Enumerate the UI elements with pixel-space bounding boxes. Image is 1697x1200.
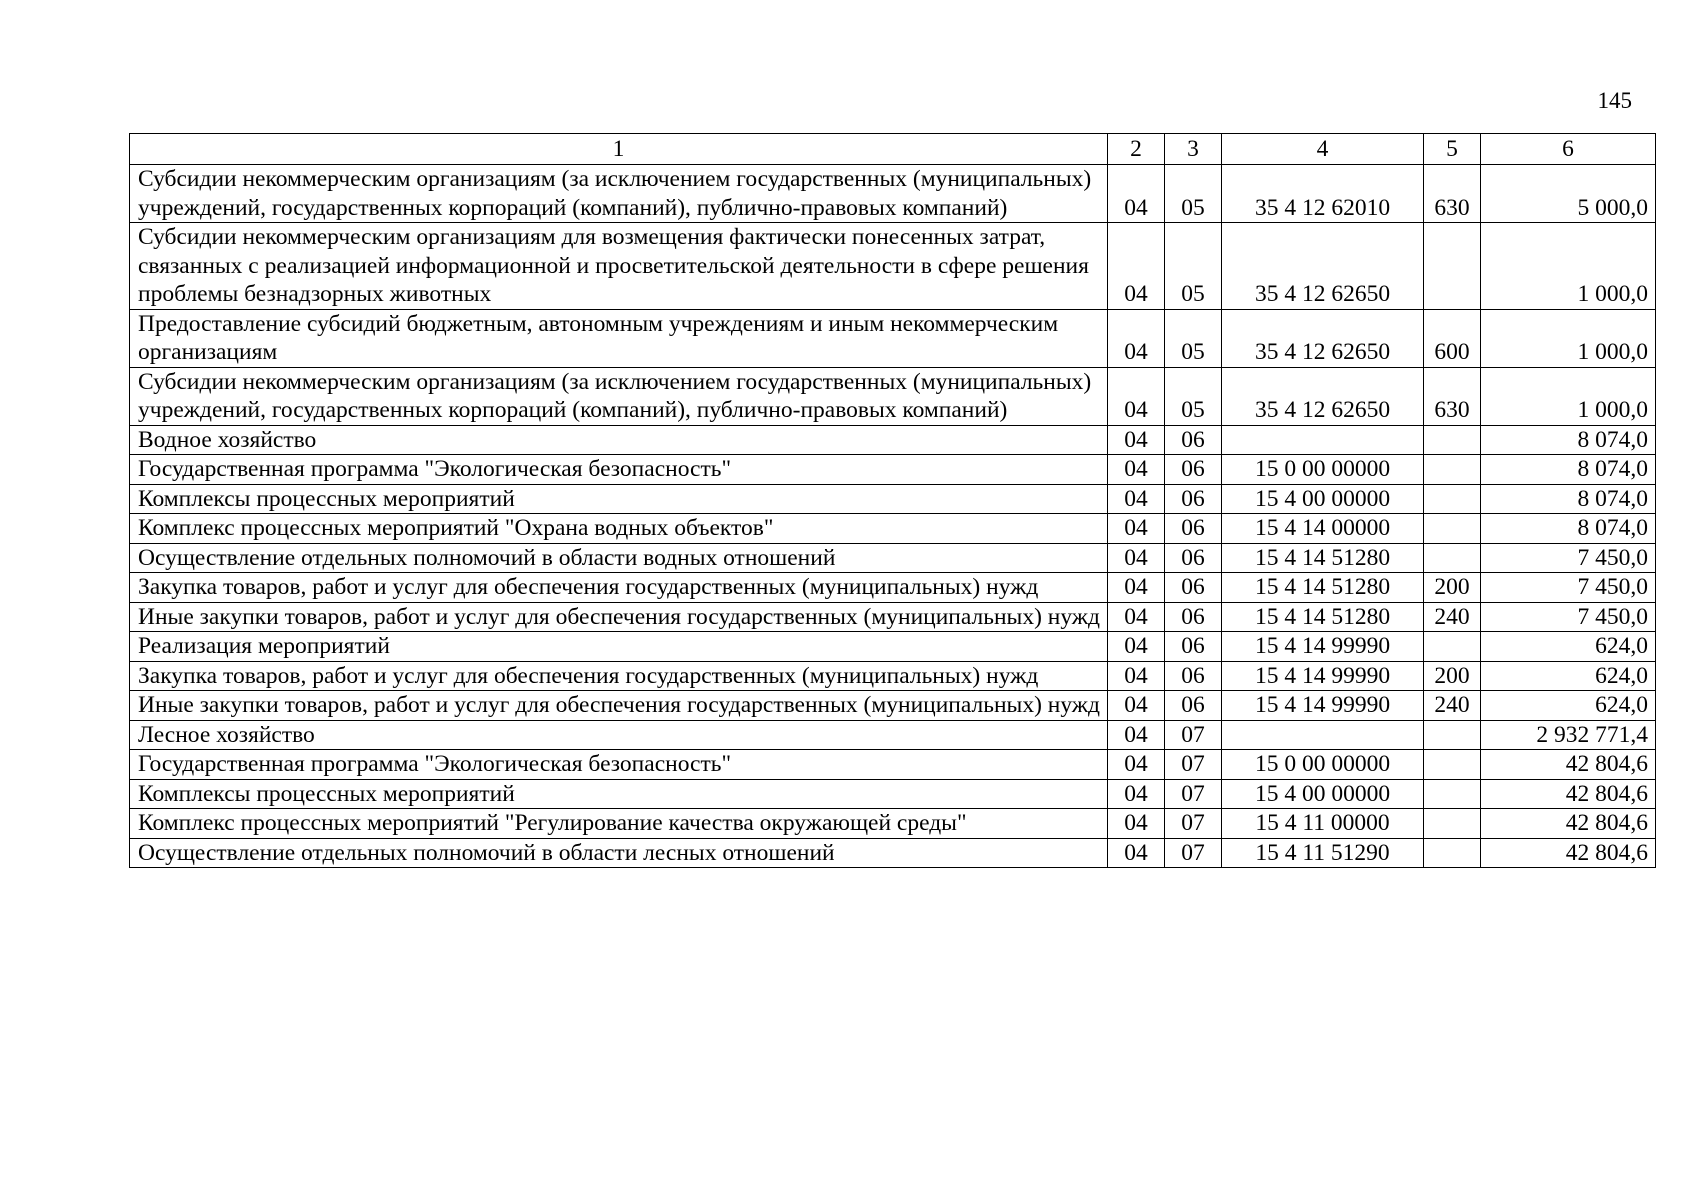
- row-subsection: 05: [1165, 223, 1222, 310]
- row-target-code: 35 4 12 62010: [1222, 165, 1424, 223]
- row-section: 04: [1108, 309, 1165, 367]
- table-row: [130, 367, 1656, 425]
- page-number: 145: [1597, 88, 1632, 113]
- row-name: Субсидии некоммерческим организациям для возмещения фактически понесенных затрат, связанных с реализацией информационной и просветительской деятельности в сфере решения проблемы безнадзорных животных: [130, 223, 1108, 310]
- row-expense-type: [1424, 425, 1481, 455]
- table-row: [130, 691, 1656, 721]
- row-section: 04: [1108, 165, 1165, 223]
- row-subsection: 07: [1165, 720, 1222, 750]
- row-amount: 8 074,0: [1481, 455, 1656, 485]
- row-subsection: 05: [1165, 367, 1222, 425]
- row-section: 04: [1108, 750, 1165, 780]
- table-row: [130, 779, 1656, 809]
- row-name: Комплекс процессных мероприятий "Регулирование качества окружающей среды": [130, 809, 1108, 839]
- row-name: Осуществление отдельных полномочий в области водных отношений: [130, 543, 1108, 573]
- row-amount: 7 450,0: [1481, 602, 1656, 632]
- row-amount: 42 804,6: [1481, 779, 1656, 809]
- row-name: Осуществление отдельных полномочий в области лесных отношений: [130, 838, 1108, 868]
- row-name: Комплекс процессных мероприятий "Охрана водных объектов": [130, 514, 1108, 544]
- row-section: 04: [1108, 632, 1165, 662]
- row-expense-type: 600: [1424, 309, 1481, 367]
- row-section: 04: [1108, 720, 1165, 750]
- row-amount: 7 450,0: [1481, 543, 1656, 573]
- row-expense-type: 200: [1424, 573, 1481, 603]
- row-expense-type: [1424, 455, 1481, 485]
- row-amount: 8 074,0: [1481, 484, 1656, 514]
- row-subsection: 06: [1165, 484, 1222, 514]
- row-expense-type: [1424, 223, 1481, 310]
- row-name: Комплексы процессных мероприятий: [130, 484, 1108, 514]
- row-target-code: 15 4 11 51290: [1222, 838, 1424, 868]
- table-row: [130, 573, 1656, 603]
- row-subsection: 05: [1165, 165, 1222, 223]
- row-subsection: 05: [1165, 309, 1222, 367]
- row-amount: 624,0: [1481, 691, 1656, 721]
- row-name: Иные закупки товаров, работ и услуг для обеспечения государственных (муниципальных) нужд: [130, 602, 1108, 632]
- row-target-code: 35 4 12 62650: [1222, 309, 1424, 367]
- row-amount: 5 000,0: [1481, 165, 1656, 223]
- row-amount: 8 074,0: [1481, 425, 1656, 455]
- row-amount: 1 000,0: [1481, 309, 1656, 367]
- row-target-code: 15 4 14 99990: [1222, 661, 1424, 691]
- row-name: Комплексы процессных мероприятий: [130, 779, 1108, 809]
- row-target-code: 15 0 00 00000: [1222, 750, 1424, 780]
- row-target-code: 15 4 14 00000: [1222, 514, 1424, 544]
- row-subsection: 06: [1165, 514, 1222, 544]
- row-target-code: 15 0 00 00000: [1222, 455, 1424, 485]
- row-section: 04: [1108, 367, 1165, 425]
- row-section: 04: [1108, 661, 1165, 691]
- row-subsection: 07: [1165, 838, 1222, 868]
- row-name: Реализация мероприятий: [130, 632, 1108, 662]
- row-section: 04: [1108, 779, 1165, 809]
- row-target-code: 35 4 12 62650: [1222, 223, 1424, 310]
- row-target-code: 15 4 14 51280: [1222, 602, 1424, 632]
- table-row: [130, 514, 1656, 544]
- row-section: 04: [1108, 425, 1165, 455]
- row-target-code: 35 4 12 62650: [1222, 367, 1424, 425]
- row-subsection: 06: [1165, 425, 1222, 455]
- row-expense-type: [1424, 750, 1481, 780]
- row-expense-type: [1424, 720, 1481, 750]
- row-expense-type: 200: [1424, 661, 1481, 691]
- row-section: 04: [1108, 543, 1165, 573]
- budget-table: [129, 133, 1656, 868]
- row-section: 04: [1108, 223, 1165, 310]
- row-amount: 8 074,0: [1481, 514, 1656, 544]
- table-row: [130, 543, 1656, 573]
- row-subsection: 07: [1165, 809, 1222, 839]
- row-name: Субсидии некоммерческим организациям (за исключением государственных (муниципальных) учреждений, государственных корпораций (компаний), публично-правовых компаний): [130, 367, 1108, 425]
- row-section: 04: [1108, 809, 1165, 839]
- row-subsection: 06: [1165, 632, 1222, 662]
- row-subsection: 06: [1165, 691, 1222, 721]
- header-col-5: 5: [1424, 134, 1481, 165]
- row-name: Государственная программа "Экологическая безопасность": [130, 750, 1108, 780]
- row-expense-type: [1424, 543, 1481, 573]
- row-section: 04: [1108, 691, 1165, 721]
- table-row: [130, 838, 1656, 868]
- table-row: [130, 455, 1656, 485]
- row-target-code: 15 4 00 00000: [1222, 779, 1424, 809]
- row-amount: 1 000,0: [1481, 223, 1656, 310]
- row-name: Водное хозяйство: [130, 425, 1108, 455]
- row-target-code: 15 4 00 00000: [1222, 484, 1424, 514]
- table-row: [130, 223, 1656, 310]
- row-section: 04: [1108, 573, 1165, 603]
- row-name: Лесное хозяйство: [130, 720, 1108, 750]
- row-subsection: 07: [1165, 750, 1222, 780]
- row-amount: 42 804,6: [1481, 750, 1656, 780]
- row-expense-type: [1424, 484, 1481, 514]
- row-section: 04: [1108, 514, 1165, 544]
- table-row: [130, 809, 1656, 839]
- row-amount: 2 932 771,4: [1481, 720, 1656, 750]
- table-row: [130, 309, 1656, 367]
- row-expense-type: [1424, 779, 1481, 809]
- row-section: 04: [1108, 838, 1165, 868]
- row-name: Иные закупки товаров, работ и услуг для обеспечения государственных (муниципальных) нужд: [130, 691, 1108, 721]
- row-expense-type: [1424, 809, 1481, 839]
- row-subsection: 06: [1165, 602, 1222, 632]
- row-amount: 7 450,0: [1481, 573, 1656, 603]
- row-subsection: 06: [1165, 455, 1222, 485]
- row-name: Закупка товаров, работ и услуг для обеспечения государственных (муниципальных) нужд: [130, 573, 1108, 603]
- row-name: Субсидии некоммерческим организациям (за исключением государственных (муниципальных) учреждений, государственных корпораций (компаний), публично-правовых компаний): [130, 165, 1108, 223]
- row-name: Предоставление субсидий бюджетным, автономным учреждениям и иным некоммерческим организациям: [130, 309, 1108, 367]
- row-expense-type: [1424, 632, 1481, 662]
- row-amount: 1 000,0: [1481, 367, 1656, 425]
- table-row: [130, 632, 1656, 662]
- row-target-code: 15 4 14 51280: [1222, 573, 1424, 603]
- table-row: [130, 720, 1656, 750]
- table-row: [130, 750, 1656, 780]
- header-row: [130, 134, 1656, 165]
- table-row: [130, 661, 1656, 691]
- row-section: 04: [1108, 484, 1165, 514]
- table-row: [130, 425, 1656, 455]
- row-expense-type: 630: [1424, 165, 1481, 223]
- row-amount: 624,0: [1481, 661, 1656, 691]
- row-section: 04: [1108, 455, 1165, 485]
- row-subsection: 06: [1165, 543, 1222, 573]
- row-amount: 624,0: [1481, 632, 1656, 662]
- row-target-code: 15 4 14 51280: [1222, 543, 1424, 573]
- row-target-code: 15 4 11 00000: [1222, 809, 1424, 839]
- row-target-code: 15 4 14 99990: [1222, 691, 1424, 721]
- row-expense-type: 240: [1424, 602, 1481, 632]
- header-col-2: 2: [1108, 134, 1165, 165]
- row-expense-type: [1424, 838, 1481, 868]
- row-amount: 42 804,6: [1481, 809, 1656, 839]
- header-col-3: 3: [1165, 134, 1222, 165]
- table-row: [130, 602, 1656, 632]
- row-target-code: [1222, 720, 1424, 750]
- row-name: Государственная программа "Экологическая безопасность": [130, 455, 1108, 485]
- table-body: [130, 165, 1656, 868]
- header-col-1: 1: [130, 134, 1108, 165]
- row-expense-type: [1424, 514, 1481, 544]
- table-row: [130, 165, 1656, 223]
- row-subsection: 06: [1165, 573, 1222, 603]
- row-section: 04: [1108, 602, 1165, 632]
- row-subsection: 06: [1165, 661, 1222, 691]
- row-expense-type: 240: [1424, 691, 1481, 721]
- row-target-code: [1222, 425, 1424, 455]
- row-amount: 42 804,6: [1481, 838, 1656, 868]
- row-target-code: 15 4 14 99990: [1222, 632, 1424, 662]
- header-col-6: 6: [1481, 134, 1656, 165]
- row-expense-type: 630: [1424, 367, 1481, 425]
- row-subsection: 07: [1165, 779, 1222, 809]
- row-name: Закупка товаров, работ и услуг для обеспечения государственных (муниципальных) нужд: [130, 661, 1108, 691]
- header-col-4: 4: [1222, 134, 1424, 165]
- table-row: [130, 484, 1656, 514]
